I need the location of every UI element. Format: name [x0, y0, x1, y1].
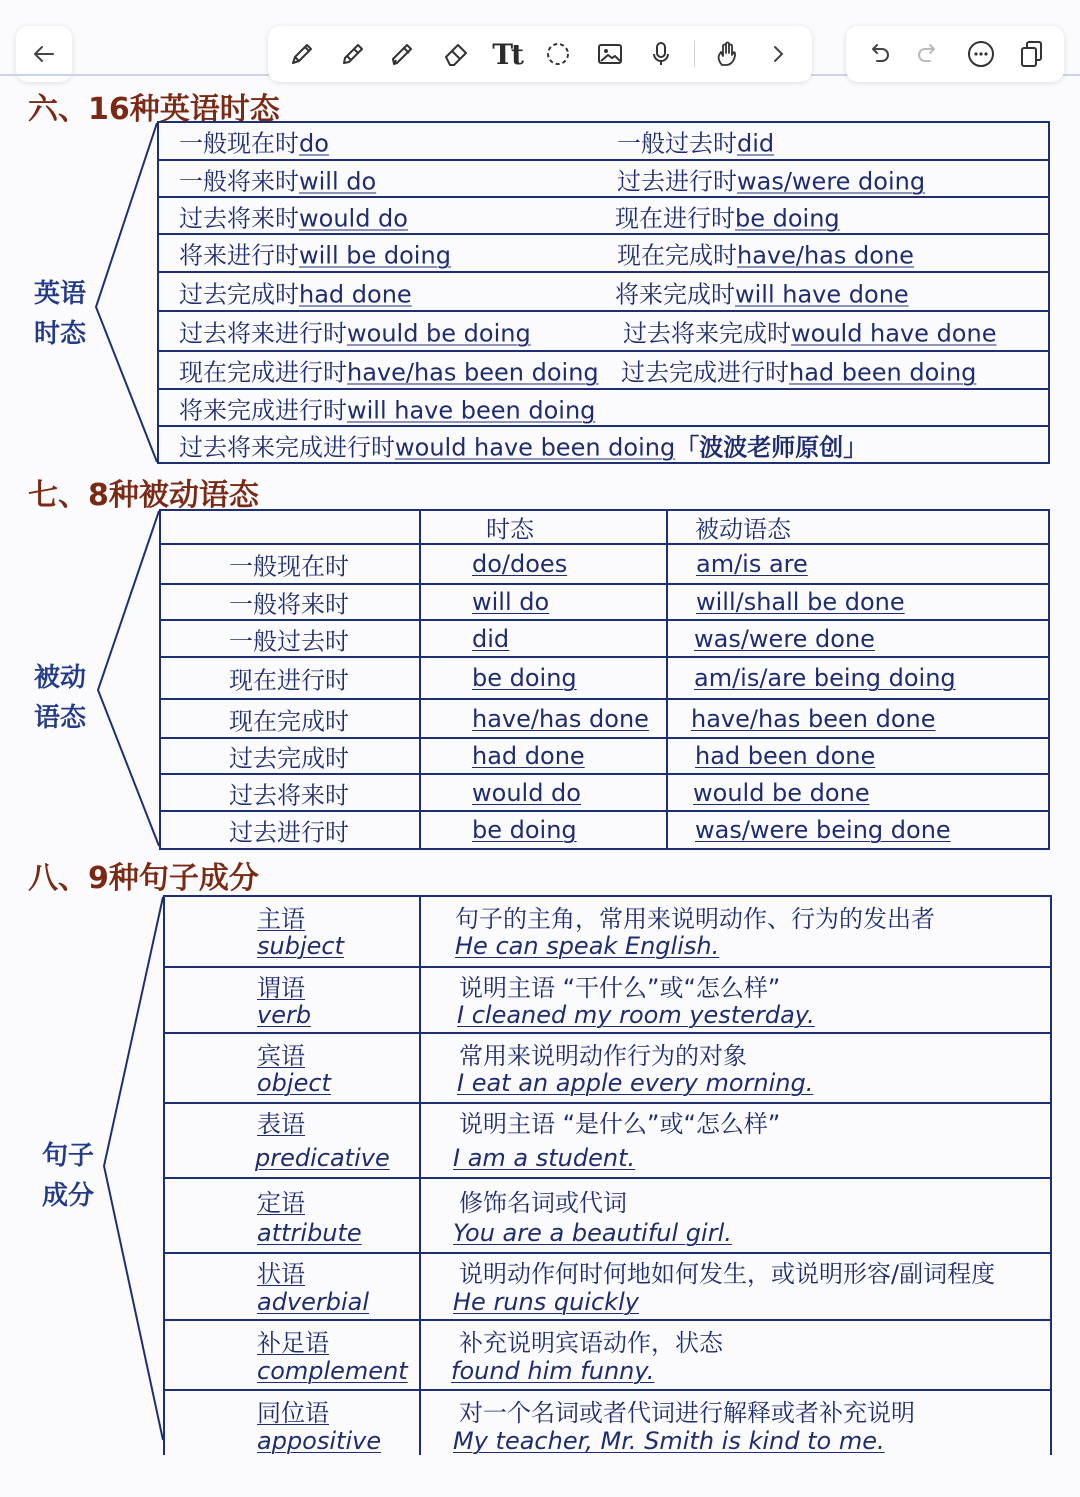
tense-cell: 现在完成时have/has done	[617, 241, 914, 270]
component-example: He runs quickly	[453, 1288, 639, 1316]
active-form: be doing	[472, 664, 577, 692]
tense-cell: 过去将来进行时would be doing	[179, 319, 531, 348]
component-en: object	[257, 1069, 331, 1097]
tense-cell: 现在完成进行时have/has been doing	[179, 358, 599, 387]
table-row	[161, 621, 1048, 658]
component-example: He can speak English.	[455, 932, 720, 960]
component-en: verb	[257, 1001, 312, 1029]
table-row	[165, 1179, 1050, 1254]
section8-title: 八、9种句子成分	[28, 861, 259, 896]
tense-name: 过去完成时	[229, 744, 349, 773]
component-zh: 宾语	[257, 1042, 305, 1070]
sentence-components-table	[163, 895, 1052, 1455]
table-row	[161, 775, 1048, 812]
active-form: be doing	[472, 816, 577, 844]
tenses-table	[157, 121, 1050, 464]
component-en: attribute	[257, 1219, 362, 1247]
pen-icon[interactable]	[283, 35, 321, 73]
pages-icon[interactable]	[1013, 35, 1051, 73]
undo-icon[interactable]	[859, 35, 897, 73]
tense-cell: 现在进行时be doing	[615, 204, 840, 232]
component-zh: 表语	[257, 1110, 305, 1138]
component-en: predicative	[255, 1144, 390, 1172]
component-desc: 说明主语 “干什么”或“怎么样”	[459, 974, 781, 1002]
section6-title: 六、16种英语时态	[28, 92, 280, 127]
table-row	[165, 1391, 1050, 1461]
active-form: have/has done	[472, 704, 649, 733]
tense-cell: 过去将来完成时would have done	[623, 319, 997, 348]
component-desc: 句子的主角，常用来说明动作、行为的发出者	[455, 905, 935, 933]
table-row	[161, 545, 1048, 585]
section8-side-label: 句子 成分	[42, 1141, 95, 1211]
component-zh: 补足语	[257, 1329, 329, 1357]
drawing-toolbar	[268, 26, 812, 82]
table-row	[165, 1254, 1050, 1321]
component-en: complement	[257, 1357, 408, 1385]
component-example: You are a beautiful girl.	[453, 1219, 732, 1247]
table-header-row	[161, 511, 1048, 545]
tense-cell: 一般过去时did	[617, 129, 775, 158]
redo-icon[interactable]	[910, 35, 948, 73]
tense-cell: 过去完成时had done	[179, 280, 412, 308]
component-zh: 状语	[257, 1260, 305, 1288]
passive-form: am/is/are being doing	[694, 664, 956, 692]
passive-form: had been done	[695, 742, 876, 770]
active-form: had done	[472, 742, 585, 770]
toolbar-separator	[694, 41, 695, 67]
arrow-left-icon[interactable]	[25, 35, 63, 73]
active-form: do/does	[472, 550, 568, 578]
lasso-icon[interactable]	[539, 35, 577, 73]
tense-cell: 过去完成进行时had been doing	[621, 358, 977, 387]
section6-brace	[96, 123, 157, 462]
tense-cell: 将来完成进行时will have been doing	[179, 396, 596, 424]
section8-brace	[104, 897, 163, 1440]
component-zh: 定语	[257, 1189, 305, 1217]
table-row	[161, 812, 1048, 850]
component-zh: 主语	[257, 905, 305, 933]
table-row	[159, 390, 1048, 427]
tense-name: 现在完成时	[229, 707, 349, 735]
tense-cell: 过去进行时was/were doing	[617, 167, 926, 195]
table-row	[161, 658, 1048, 700]
tense-cell: 过去将来时would do	[179, 204, 408, 232]
component-zh: 谓语	[257, 974, 305, 1002]
component-desc: 对一个名词或者代词进行解释或者补充说明	[459, 1399, 915, 1427]
component-desc: 补充说明宾语动作，状态	[459, 1329, 723, 1357]
eraser-icon[interactable]	[437, 35, 475, 73]
table-row	[165, 1104, 1050, 1179]
tense-name: 一般将来时	[229, 590, 349, 619]
table-row	[161, 585, 1048, 621]
chevron-right-icon[interactable]	[759, 35, 797, 73]
table-row	[159, 123, 1048, 161]
passive-form: was/were being done	[695, 816, 951, 844]
component-example: I am a student.	[453, 1144, 636, 1172]
component-en: appositive	[257, 1427, 382, 1455]
section7-title: 七、8种被动语态	[28, 478, 259, 513]
passive-voice-table	[159, 509, 1050, 850]
tense-name: 现在进行时	[229, 666, 349, 695]
more-icon[interactable]	[962, 35, 1000, 73]
table-row	[161, 700, 1048, 739]
document-actions	[846, 26, 1064, 82]
table-row	[159, 198, 1048, 235]
table-row	[159, 161, 1048, 198]
image-icon[interactable]	[591, 35, 629, 73]
table-row	[159, 352, 1048, 390]
section6-side-label: 英语 时态	[34, 279, 87, 349]
tense-cell: 过去将来完成进行时would have been doing「波波老师原创」	[179, 433, 868, 461]
tense-name: 过去进行时	[229, 818, 349, 847]
component-en: adverbial	[257, 1288, 370, 1316]
active-form: will do	[472, 588, 550, 616]
component-example: I eat an apple every morning.	[457, 1069, 814, 1097]
hand-draw-icon[interactable]	[708, 35, 746, 73]
table-row	[165, 1321, 1050, 1391]
active-form: would do	[472, 778, 581, 807]
tense-name: 一般过去时	[229, 627, 349, 655]
pencil-icon[interactable]	[334, 35, 372, 73]
active-form: did	[472, 624, 510, 653]
tense-cell: 将来进行时will be doing	[179, 241, 451, 270]
table-row	[165, 968, 1050, 1034]
section7-side-label: 被动 语态	[34, 663, 87, 733]
component-desc: 说明主语 “是什么”或“怎么样”	[459, 1110, 781, 1138]
component-example: I cleaned my room yesterday.	[457, 1001, 815, 1029]
microphone-icon[interactable]	[642, 35, 680, 73]
table-row	[161, 739, 1048, 775]
tense-name: 过去将来时	[229, 781, 349, 809]
tense-cell: 一般现在时do	[179, 129, 329, 158]
tense-cell: 将来完成时will have done	[615, 280, 909, 308]
component-example: My teacher, Mr. Smith is kind to me.	[453, 1427, 885, 1455]
column-header-passive: 被动语态	[695, 515, 791, 544]
credit-label: 「波波老师原创」	[675, 433, 868, 461]
table-row	[165, 897, 1050, 968]
table-row	[159, 312, 1048, 352]
passive-form: have/has been done	[691, 704, 936, 733]
tense-cell: 一般将来时will do	[179, 167, 377, 195]
text-tool-icon[interactable]: Tt	[492, 37, 522, 71]
component-desc: 说明动作何时何地如何发生，或说明形容/副词程度	[459, 1260, 996, 1288]
passive-form: will/shall be done	[696, 588, 905, 616]
highlighter-icon[interactable]	[385, 35, 423, 73]
component-desc: 常用来说明动作行为的对象	[459, 1042, 747, 1070]
passive-form: was/were done	[694, 624, 875, 653]
component-en: subject	[257, 932, 344, 960]
table-row	[159, 235, 1048, 273]
component-example: found him funny.	[451, 1357, 655, 1385]
component-zh: 同位语	[257, 1399, 329, 1427]
section7-brace	[98, 511, 159, 846]
passive-form: am/is are	[696, 550, 808, 578]
column-header-tense: 时态	[486, 515, 534, 544]
component-desc: 修饰名词或代词	[459, 1189, 627, 1217]
tense-name: 一般现在时	[229, 552, 349, 581]
passive-form: would be done	[693, 778, 870, 807]
table-row	[165, 1034, 1050, 1104]
table-row	[159, 427, 1048, 464]
table-row	[159, 273, 1048, 312]
